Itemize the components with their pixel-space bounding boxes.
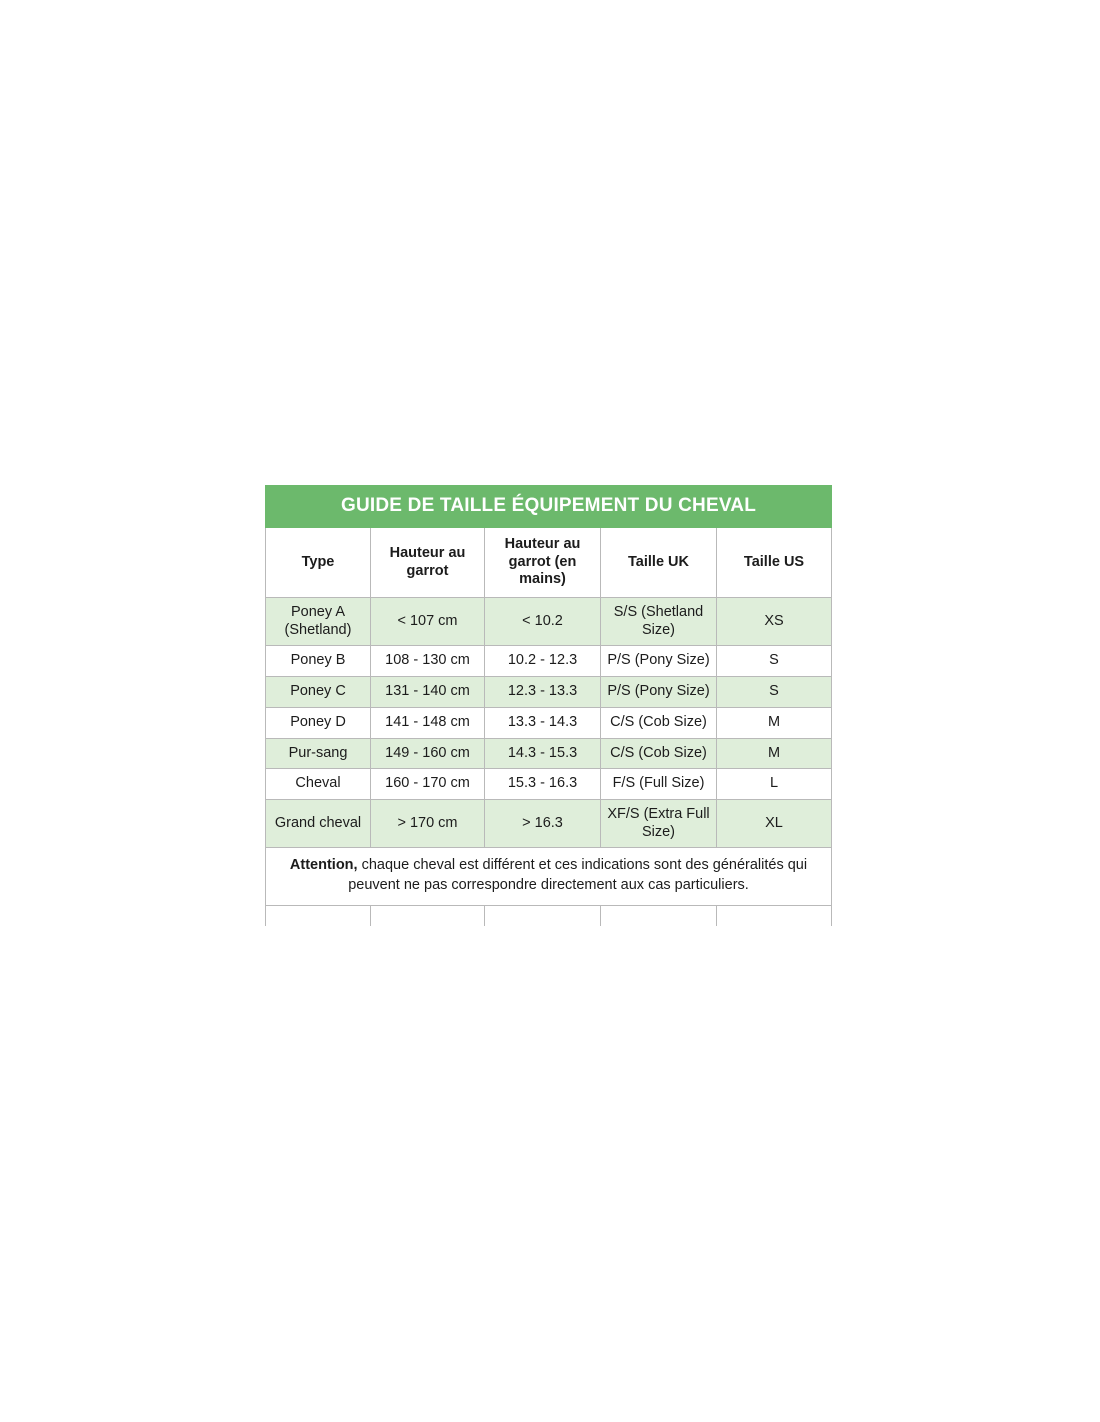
column-header-type: Type xyxy=(266,528,371,598)
table-row xyxy=(266,799,832,847)
table-row xyxy=(266,677,832,708)
cell-height-cm: 160 - 170 cm xyxy=(371,769,485,800)
spacer-cell xyxy=(717,906,832,927)
table-footer-spacer xyxy=(266,906,832,927)
cell-uk-size: C/S (Cob Size) xyxy=(601,738,717,769)
cell-height-cm: 131 - 140 cm xyxy=(371,677,485,708)
size-guide-container xyxy=(265,485,831,926)
cell-height-hands: < 10.2 xyxy=(485,598,601,646)
cell-uk-size: P/S (Pony Size) xyxy=(601,646,717,677)
cell-height-hands: 14.3 - 15.3 xyxy=(485,738,601,769)
cell-us-size: XL xyxy=(717,799,832,847)
table-row xyxy=(266,707,832,738)
column-header-us-size: Taille US xyxy=(717,528,832,598)
cell-uk-size: C/S (Cob Size) xyxy=(601,707,717,738)
cell-type: Poney A (Shetland) xyxy=(266,598,371,646)
horse-size-guide-table xyxy=(265,485,832,926)
cell-type: Poney B xyxy=(266,646,371,677)
cell-type: Grand cheval xyxy=(266,799,371,847)
table-row xyxy=(266,738,832,769)
column-header-uk-size: Taille UK xyxy=(601,528,717,598)
cell-type: Poney C xyxy=(266,677,371,708)
cell-type: Cheval xyxy=(266,769,371,800)
spacer-cell xyxy=(371,906,485,927)
table-header-row xyxy=(266,528,832,598)
cell-us-size: M xyxy=(717,707,832,738)
table-row xyxy=(266,598,832,646)
table-row xyxy=(266,646,832,677)
cell-uk-size: P/S (Pony Size) xyxy=(601,677,717,708)
cell-height-cm: 149 - 160 cm xyxy=(371,738,485,769)
attention-note xyxy=(266,848,832,906)
spacer-cell xyxy=(485,906,601,927)
attention-note-label: Attention, xyxy=(289,857,358,874)
cell-height-cm: 108 - 130 cm xyxy=(371,646,485,677)
cell-us-size: XS xyxy=(717,598,832,646)
cell-height-hands: 13.3 - 14.3 xyxy=(485,707,601,738)
cell-height-hands: 10.2 - 12.3 xyxy=(485,646,601,677)
cell-type: Pur-sang xyxy=(266,738,371,769)
cell-height-cm: < 107 cm xyxy=(371,598,485,646)
attention-note-text: chaque cheval est différent et ces indications sont des généralités qui peuvent ne pas correspondre directement aux cas particuliers. xyxy=(348,857,808,893)
table-note-row xyxy=(266,848,832,906)
spacer-cell xyxy=(266,906,371,927)
cell-us-size: S xyxy=(717,677,832,708)
cell-us-size: M xyxy=(717,738,832,769)
spacer-cell xyxy=(601,906,717,927)
cell-us-size: S xyxy=(717,646,832,677)
cell-height-cm: 141 - 148 cm xyxy=(371,707,485,738)
cell-height-hands: 15.3 - 16.3 xyxy=(485,769,601,800)
cell-type: Poney D xyxy=(266,707,371,738)
cell-height-hands: 12.3 - 13.3 xyxy=(485,677,601,708)
column-header-height-hands: Hauteur au garrot (en mains) xyxy=(485,528,601,598)
table-row xyxy=(266,769,832,800)
page-title: GUIDE DE TAILLE ÉQUIPEMENT DU CHEVAL xyxy=(266,486,832,528)
column-header-height-cm: Hauteur au garrot xyxy=(371,528,485,598)
cell-us-size: L xyxy=(717,769,832,800)
cell-height-cm: > 170 cm xyxy=(371,799,485,847)
cell-uk-size: XF/S (Extra Full Size) xyxy=(601,799,717,847)
cell-height-hands: > 16.3 xyxy=(485,799,601,847)
table-title-row xyxy=(266,486,832,528)
cell-uk-size: F/S (Full Size) xyxy=(601,769,717,800)
cell-uk-size: S/S (Shetland Size) xyxy=(601,598,717,646)
